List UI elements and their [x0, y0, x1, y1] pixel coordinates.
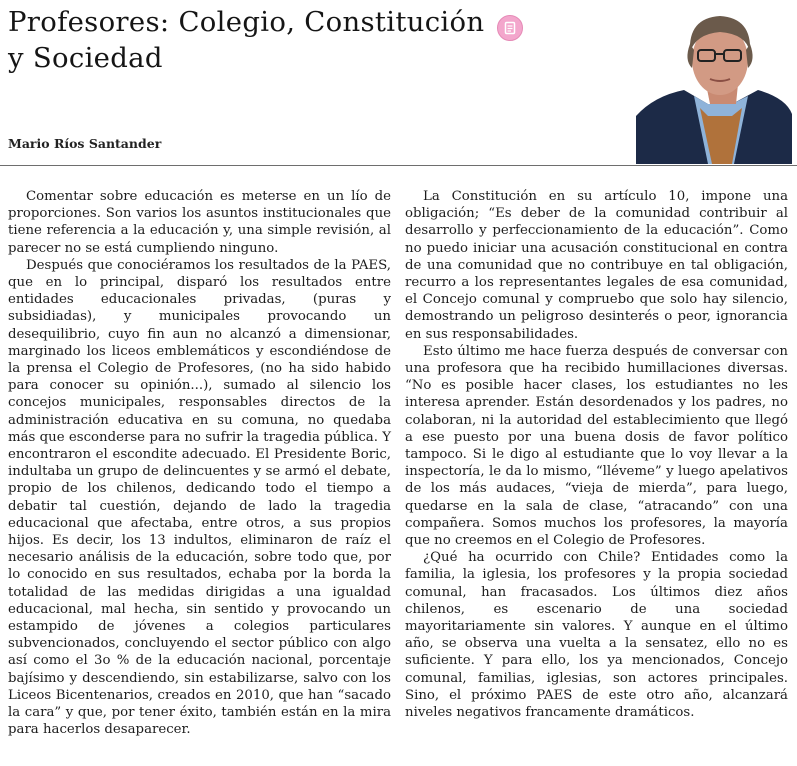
headline: Profesores: Colegio, Constitución y Sociedad — [8, 6, 485, 74]
paragraph: Esto último me hace fuerza después de conversar con una profesora que ha recibido humillaciones diversas. “No es posible hacer clases, los estudiantes no les interesa aprender. Están desordenados y los padres, no colaboran, ni la autoridad del establecimiento que llegó a ese puesto por una buena dosis de favor político tampoco. Si le digo al estudiante que lo voy llevar a la inspectoría, le da lo mismo, “lléveme” y luego apelativos de los más audaces, “vieja de mierda”, para luego, quedarse en la sala de clase, “atracando” con una compañera. Somos muchos los profesores, la mayoría que no creemos en el Colegio de Profesores. — [405, 343, 788, 549]
article-body — [8, 188, 788, 763]
paragraph: Después que conociéramos los resultados de la PAES, que en lo principal, disparó los resultados entre entidades educacionales privadas, (puras y subsidiadas), y municipales provocando un desequilibrio, cuyo fin aun no alcanzó a dimensionar, marginado los liceos emblemáticos y escondiéndose de la prensa el Colegio de Profesores, (no ha sido habido para conocer su opinión...), sumado al silencio los concejos municipales, responsables directos de la administración educativa en su comuna, no quedaba más que esconderse para no sufrir la tragedia pública. Y encontraron el escondite adecuado. El Presidente Boric, indultaba un grupo de delincuentes y se armó el debate, propio de los chilenos, dedicando todo el tiempo a debatir tal cuestión, dejando de lado la tragedia educacional que afectaba, entre otros, a sus propios hijos. Es decir, los 13 indultos, eliminaron de raíz el necesario análisis de la educación, sobre todo que, por lo conocido en sus resultados, echaba por la borda la totalidad de las medidas dirigidas a una igualdad educacional, mal hecha, sin sentido y provocando un estampido de jóvenes a colegios particulares subvencionados, concluyendo el sector público con algo así como el 3o % de la educación nacional, porcentaje bajísimo y descendiendo, sin estabilizarse, salvo con los Liceos Bicentenarios, creados en 2010, que han “sacado la cara” y que, por tener éxito, también están en la mira para hacerlos desaparecer. — [8, 257, 391, 738]
document-icon — [503, 21, 517, 35]
paragraph: La Constitución en su artículo 10, impone una obligación; “Es deber de la comunidad contribuir al desarrollo y perfeccionamiento de la educación”. Como no puedo iniciar una acusación constitucional en contra de una comunidad que no contribuye en tal obligación, recurro a los representantes legales de esa comunidad, el Concejo comunal y compruebo que solo hay silencio, demostrando un peligroso desinterés o peor, ignorancia en sus responsabilidades. — [405, 189, 788, 342]
header-divider — [0, 165, 797, 166]
paragraph: Comentar sobre educación es meterse en un lío de proporciones. Son varios los asuntos institucionales que tiene referencia a la educación y, una simple revisión, al parecer no se está cumpliendo ninguno. — [8, 189, 391, 256]
author-byline: Mario Ríos Santander — [8, 136, 162, 151]
paragraph: ¿Qué ha ocurrido con Chile? Entidades como la familia, la iglesia, los profesores y la propia sociedad comunal, han fracasados. Los últimos diez años chilenos, es escenario de una sociedad mayoritariamente sin valores. Y aunque en el último año, se observa una vuelta a la sensatez, ello no es suficiente. Y para ello, los ya mencionados, Concejo comunal, familias, iglesias, son actores principales. Sino, el próximo PAES de este otro año, alcanzará niveles negativos francamente dramáticos. — [405, 550, 788, 721]
author-photo — [636, 4, 792, 164]
share-button[interactable] — [497, 15, 523, 41]
